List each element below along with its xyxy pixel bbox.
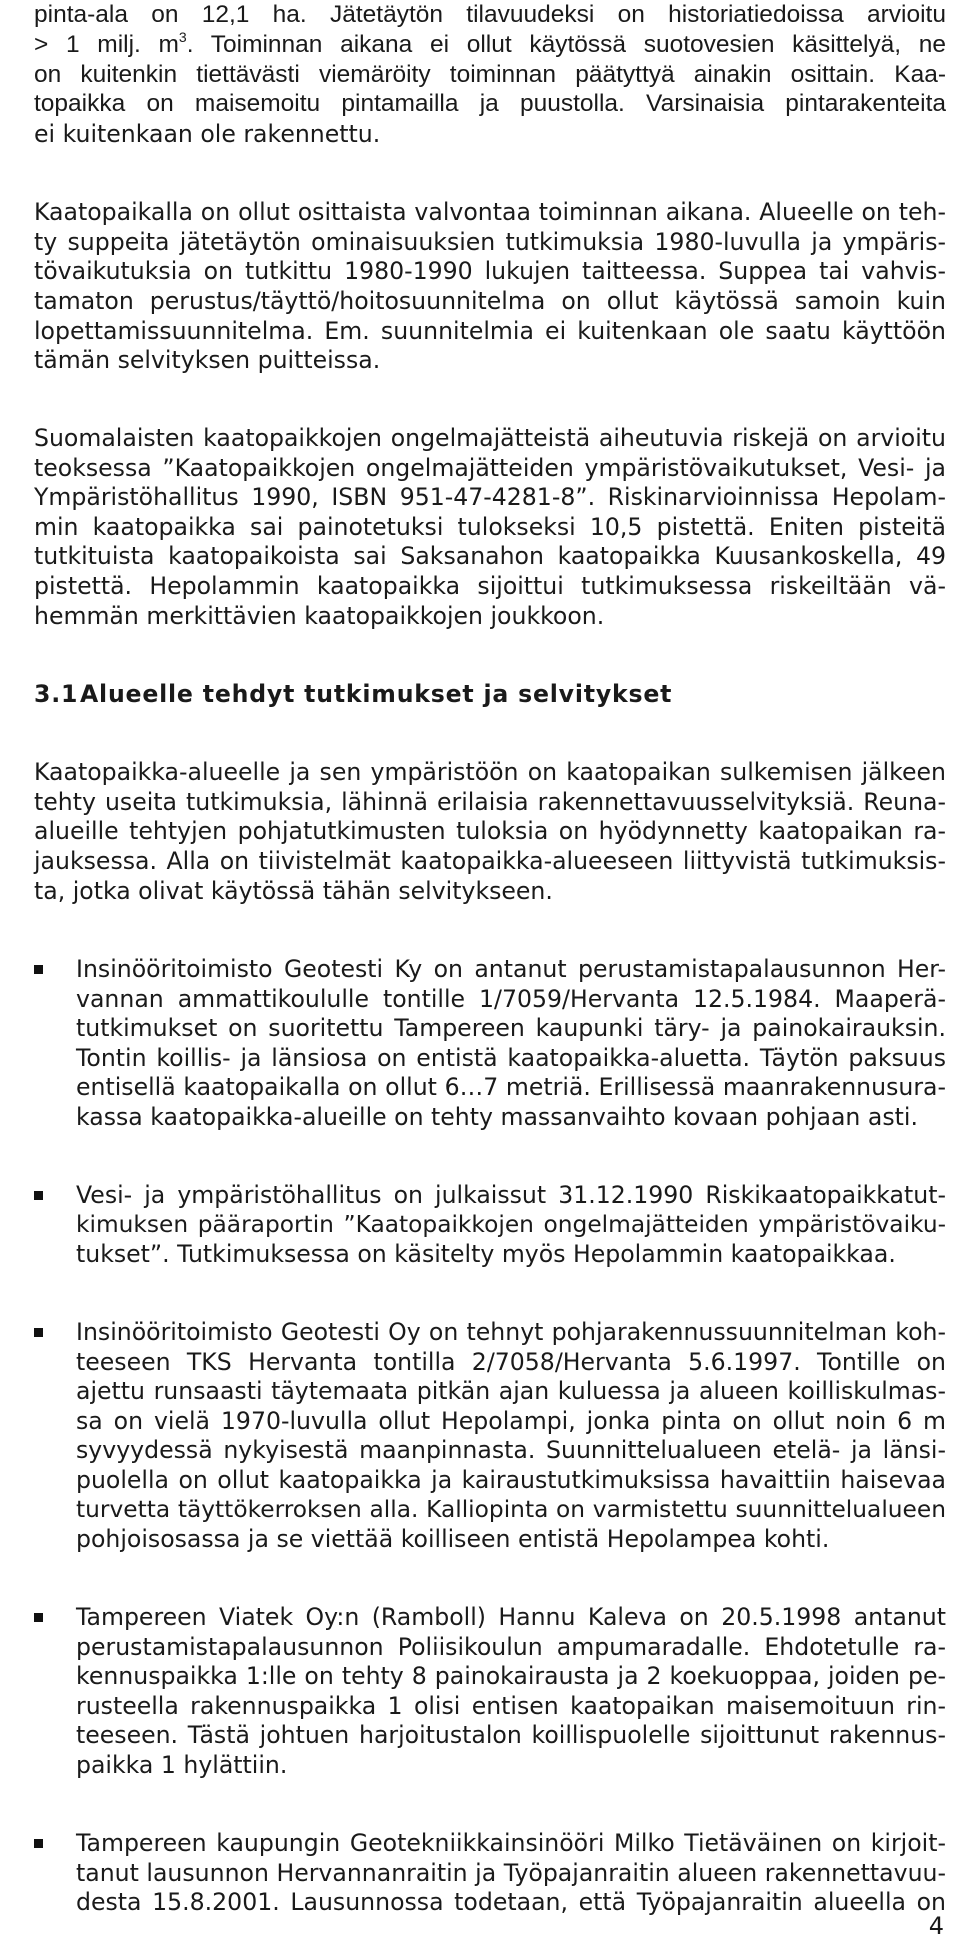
text-line: Insinööritoimisto Geotesti Ky on antanut perustamistapalausunnon Her- (76, 955, 946, 983)
text-line: vannan ammattikoululle tontille 1/7059/Hervanta 12.5.1984. Maaperä- (76, 985, 946, 1013)
text-line: kimuksen pääraportin ”Kaatopaikkojen ongelmajätteiden ympäristövaiku- (76, 1211, 946, 1238)
text-line: min kaatopaikka sai painotetuksi tulokseksi 10,5 pistettä. Eniten pisteitä (34, 513, 946, 541)
bullet-square-icon (34, 1839, 43, 1848)
text-line: tanut lausunnon Hervannanraitin ja Työpajanraitin alueen rakennettavuu- (76, 1859, 946, 1887)
text-line: tehty useita tutkimuksia, lähinnä erilaisia rakennettavuusselvityksiä. Reuna- (34, 788, 946, 816)
text-line: kassa kaatopaikka-alueille on tehty massanvaihto kovaan pohjaan asti. (76, 1103, 918, 1131)
text-line: perustamistapalausunnon Poliisikoulun ampumaradalle. Ehdotetulle ra- (76, 1633, 946, 1661)
text-line: Kaatopaikalla on ollut osittaista valvontaa toiminnan aikana. Alueelle on teh- (34, 198, 946, 226)
text-line: rusteella rakennuspaikka 1 olisi entisen kaatopaikan maisemoituun rin- (76, 1692, 946, 1720)
text-line: pohjoisosassa ja se viettää koilliseen entistä Hepolampea kohti. (76, 1525, 830, 1553)
section-title: Alueelle tehdyt tutkimukset ja selvitykset (80, 680, 673, 708)
text-line: paikka 1 hylättiin. (76, 1751, 288, 1779)
text-line: Tontin koillis- ja länsiosa on entistä kaatopaikka-aluetta. Täytön paksuus (76, 1044, 946, 1072)
text-line: tämän selvityksen puitteissa. (34, 346, 381, 374)
text-line: puolella on ollut kaatopaikka ja kairaustutkimuksissa havaittiin haisevaa (76, 1466, 946, 1494)
text-line: Vesi- ja ympäristöhallitus on julkaissut 31.12.1990 Riskikaatopaikkatut- (76, 1181, 946, 1209)
text-line: sa on vielä 1970-luvulla ollut Hepolampi, jonka pinta on ollut noin 6 m (76, 1407, 946, 1435)
bullet-square-icon (34, 965, 43, 974)
bullet-square-icon (34, 1191, 43, 1200)
text-line: Tampereen kaupungin Geotekniikkainsinööri Milko Tietäväinen on kirjoit- (76, 1829, 946, 1857)
text-line: pistettä. Hepolammin kaatopaikka sijoittui tutkimuksessa riskeiltään vä- (34, 572, 946, 600)
text-line: syvyydessä nykyisestä maanpinnasta. Suunnittelualueen etelä- ja länsi- (76, 1436, 946, 1464)
text-line: lopettamissuunnitelma. Em. suunnitelmia ei kuitenkaan ole saatu käyttöön (34, 317, 946, 345)
text-line: pinta-ala on 12,1 ha. Jätetäytön tilavuudeksi on historiatiedoissa arvioitu (34, 1, 946, 28)
text-line: kennuspaikka 1:lle on tehty 8 painokairausta ja 2 koekuoppaa, joiden pe- (76, 1662, 946, 1690)
text-line: alueille tehtyjen pohjatutkimusten tuloksia on hyödynnetty kaatopaikan ra- (34, 817, 946, 845)
section-number: 3.1 (34, 680, 79, 708)
section-heading (34, 679, 672, 709)
text-line: desta 15.8.2001. Lausunnossa todetaan, että Työpajanraitin alueella on (76, 1888, 946, 1916)
text-line: tövaikutuksia on tutkittu 1980-1990 lukujen taitteessa. Suppea tai vahvis- (34, 257, 946, 285)
text-line: tukset”. Tutkimuksessa on käsitelty myös Hepolammin kaatopaikkaa. (76, 1240, 896, 1268)
text-line (34, 30, 946, 60)
text-line: ta, jotka olivat käytössä tähän selvitykseen. (34, 877, 553, 905)
bullet-square-icon (34, 1328, 43, 1337)
text-line: teeseen. Tästä johtuen harjoitustalon koillispuolelle sijoittunut rakennus- (76, 1721, 946, 1749)
text-span: > 1 milj. m (34, 31, 179, 58)
text-line: Ympäristöhallitus 1990, ISBN 951-47-4281-8”. Riskinarvioinnissa Hepolam- (34, 483, 946, 511)
text-line: tutkimukset on suoritettu Tampereen kaupunki täry- ja painokairauksin. (76, 1014, 946, 1042)
text-line: turvetta täyttökerroksen alla. Kalliopinta on varmistettu suunnittelualueen (76, 1496, 946, 1523)
text-line: jauksessa. Alla on tiivistelmät kaatopaikka-alueeseen liittyvistä tutkimuksis- (34, 847, 946, 875)
text-line: entisellä kaatopaikalla on ollut 6…7 metriä. Erillisessä maanrakennusura- (76, 1073, 946, 1101)
page-number: 4 (928, 1912, 944, 1940)
text-line: ty suppeita jätetäytön ominaisuuksien tutkimuksia 1980-luvulla ja ympäris- (34, 228, 946, 256)
text-span: . Toiminnan aikana ei ollut käytössä suotovesien käsittelyä, ne (186, 31, 946, 58)
text-line: Tampereen Viatek Oy:n (Ramboll) Hannu Kaleva on 20.5.1998 antanut (76, 1603, 946, 1631)
text-line: ei kuitenkaan ole rakennettu. (34, 120, 381, 148)
text-line: topaikka on maisemoitu pintamailla ja puustolla. Varsinaisia pintarakenteita (34, 90, 946, 117)
text-line: tutkituista kaatopaikoista sai Saksanahon kaatopaikka Kuusankoskella, 49 (34, 542, 946, 570)
bullet-square-icon (34, 1613, 43, 1622)
text-line: hemmän merkittävien kaatopaikkojen joukkoon. (34, 602, 605, 630)
text-line: teoksessa ”Kaatopaikkojen ongelmajätteiden ympäristövaikutukset, Vesi- ja (34, 454, 946, 482)
text-line: on kuitenkin tiettävästi viemäröity toiminnan päätyttyä ainakin osittain. Kaa- (34, 61, 946, 88)
text-line: Insinööritoimisto Geotesti Oy on tehnyt pohjarakennussuunnitelman koh- (76, 1318, 946, 1346)
text-line: teeseen TKS Hervanta tontilla 2/7058/Hervanta 5.6.1997. Tontille on (76, 1348, 946, 1376)
text-line: tamaton perustus/täyttö/hoitosuunnitelma on ollut käytössä samoin kuin (34, 287, 946, 315)
text-line: Kaatopaikka-alueelle ja sen ympäristöön on kaatopaikan sulkemisen jälkeen (34, 758, 946, 786)
superscript: 3 (178, 29, 187, 45)
text-line: ajettu runsaasti täytemaata pitkän ajan kuluessa ja alueen koilliskulmas- (76, 1377, 946, 1405)
text-line: Suomalaisten kaatopaikkojen ongelmajätteistä aiheutuvia riskejä on arvioitu (34, 424, 946, 452)
